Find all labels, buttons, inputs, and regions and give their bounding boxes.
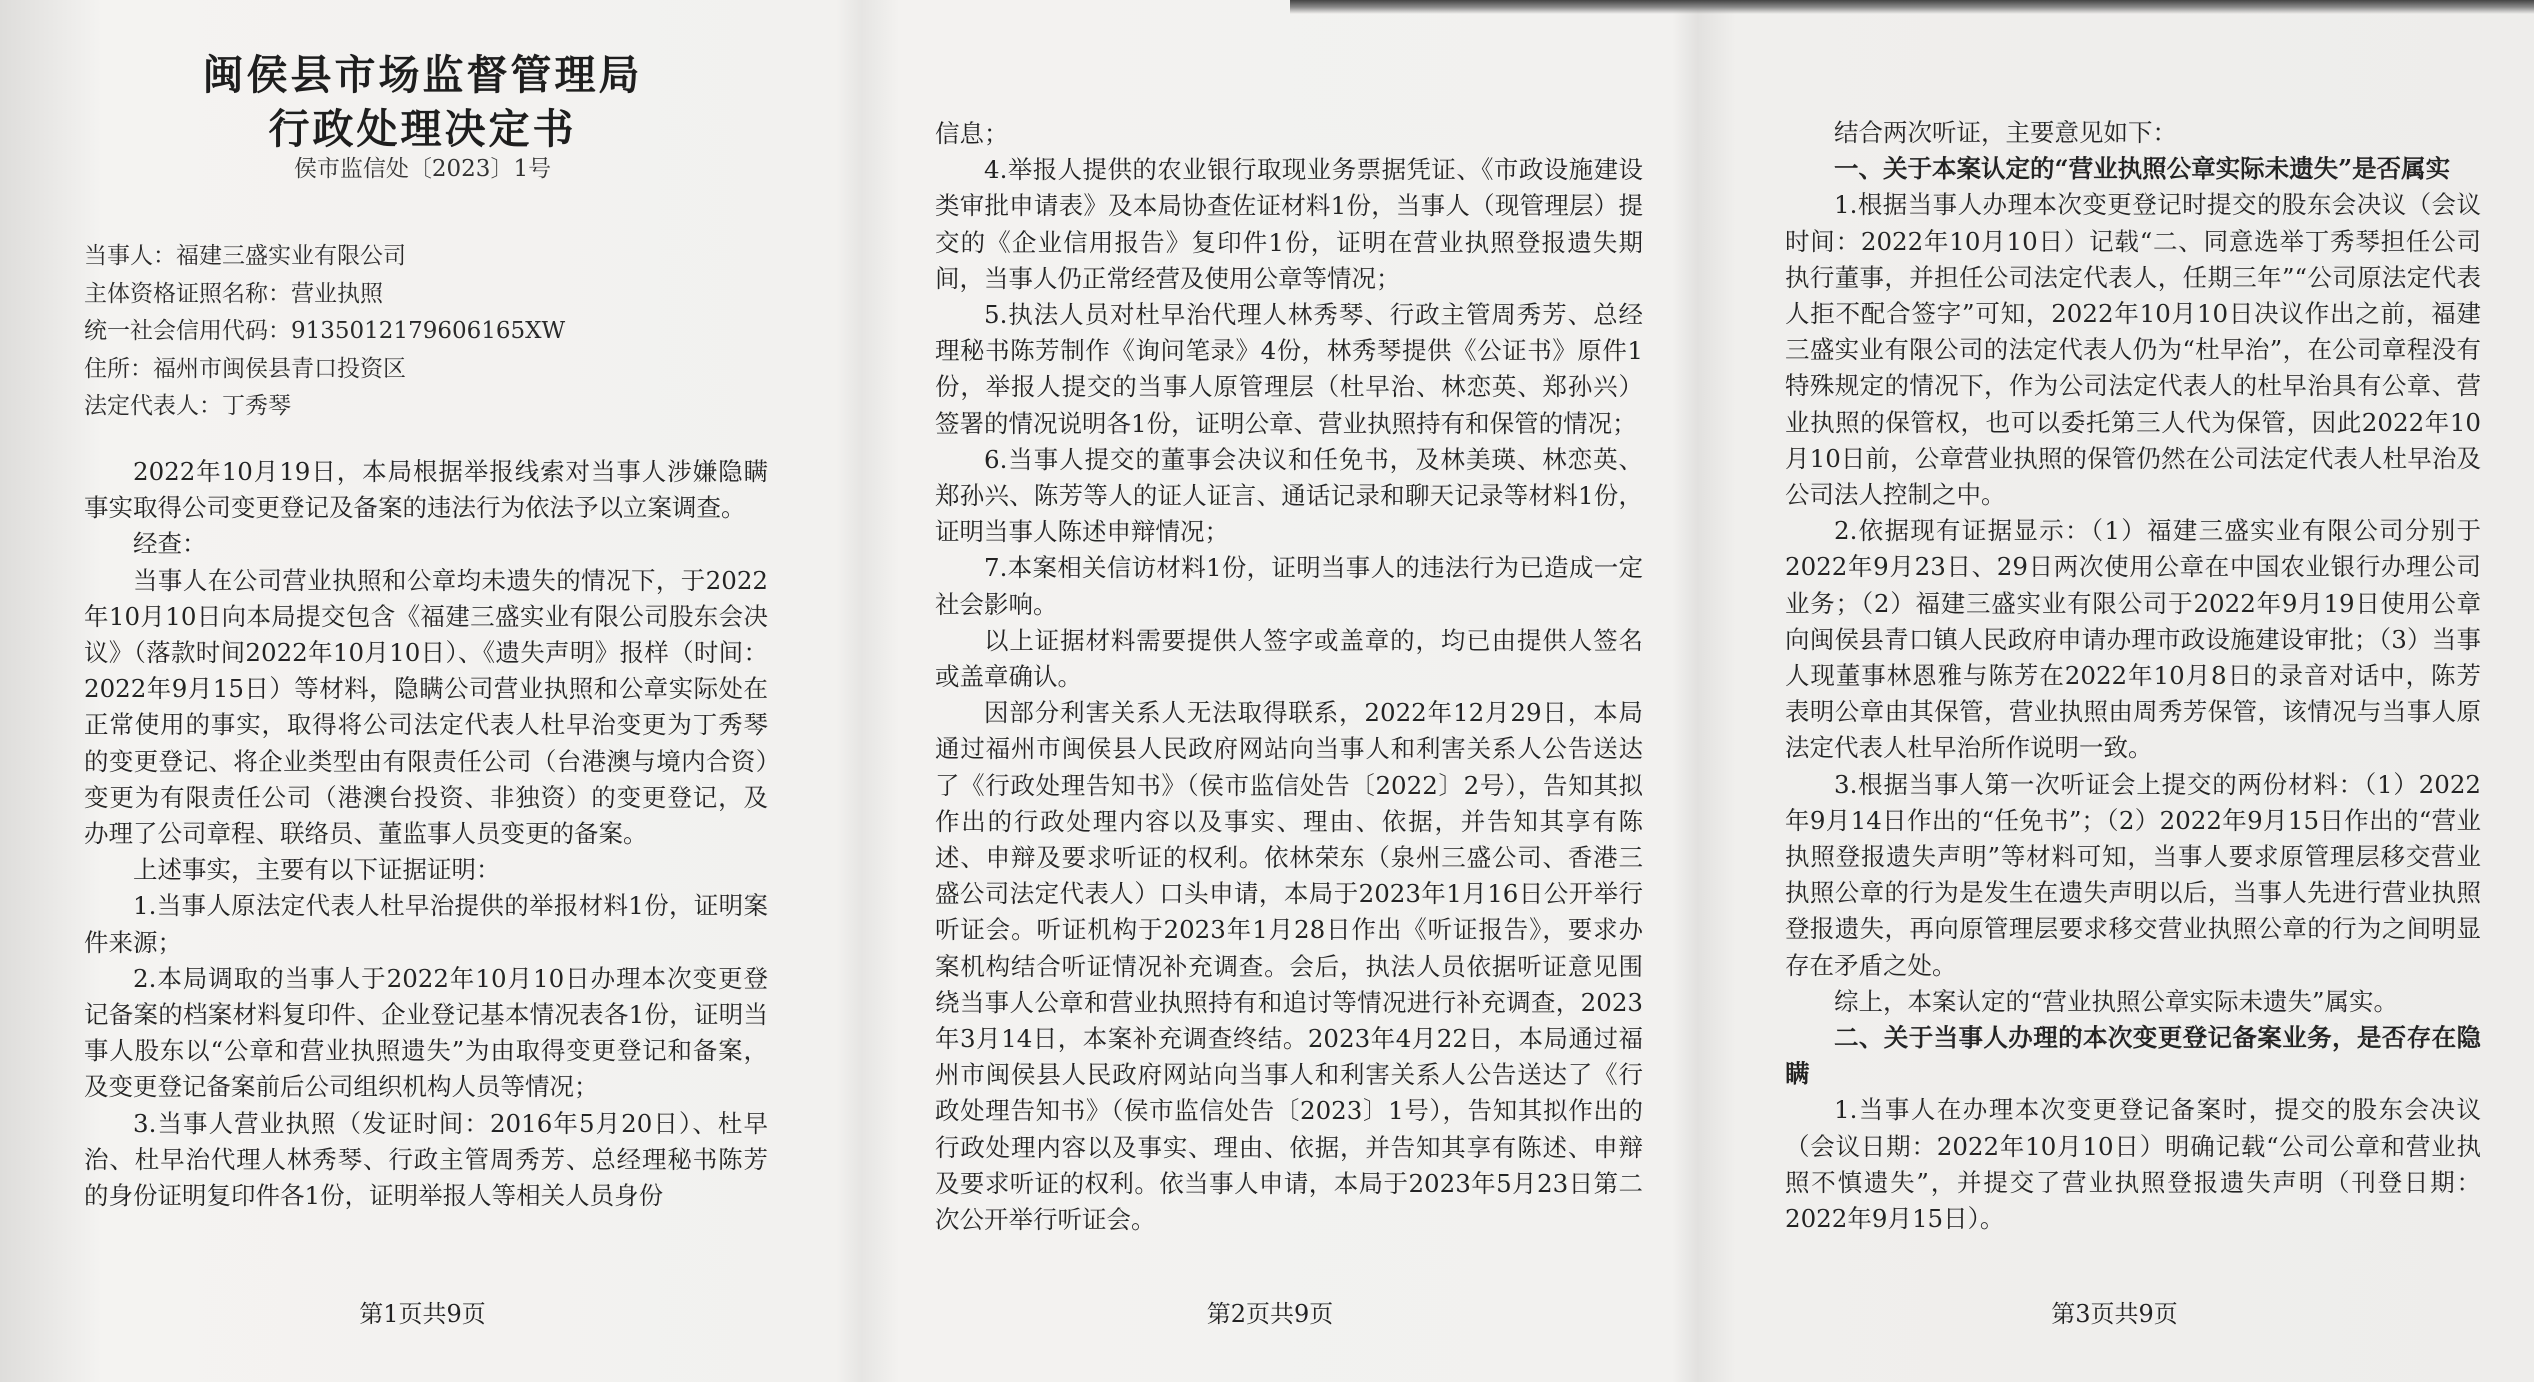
paragraph: 3.当事人营业执照（发证时间：2016年5月20日）、杜早治、杜早治代理人林秀琴、行政主管周秀芳、总经理秘书陈芳的身份证明复印件各1份，证明举报人等相关人员身份: [84, 1108, 768, 1211]
page-1: [0, 0, 845, 1382]
page-number: 第2页共9页: [1206, 1300, 1334, 1328]
legal-representative: 法定代表人：丁秀琴: [84, 393, 291, 419]
paragraph: 2.依据现有证据显示：（1）福建三盛实业有限公司分别于2022年9月23日、29日两次使用公章在中国农业银行办理公司业务；（2）福建三盛实业有限公司于2022年9月19日使用公章向闽侯县青口镇人民政府申请办理市政设施建设审批；（3）当事人现董事林恩雅与陈芳在2022年10月8日的录音对话中，陈芳表明公章由其保管，营业执照由周秀芳保管，该情况与当事人原法定代表人杜早治所作说明一致。: [1785, 516, 2481, 763]
page-2: [845, 0, 1695, 1382]
paragraph: 2.本局调取的当事人于2022年10月10日办理本次变更登记备案的档案材料复印件、企业登记基本情况表各1份，证明当事人股东以“公章和营业执照遗失”为由取得变更登记和备案，及变更登记备案前后公司组织机构人员等情况；: [84, 963, 768, 1102]
paragraph: 当事人在公司营业执照和公章均未遗失的情况下，于2022年10月10日向本局提交包含《福建三盛实业有限公司股东会决议》（落款时间2022年10月10日）、《遗失声明》报样（时间：2022年9月15日）等材料，隐瞒公司营业执照和公章实际处在正常使用的事实，取得将公司法定代表人杜早治变更为丁秀琴的变更登记、将企业类型由有限责任公司（台港澳与境内合资）变更为有限责任公司（港澳台投资、非独资）的变更登记，及办理了公司章程、联络员、董监事人员变更的备案。: [84, 565, 768, 849]
issuer-title: 闽侯县市场监督管理局: [202, 51, 643, 99]
section-heading: 二、关于当事人办理的本次变更登记备案业务，是否存在隐瞒: [1785, 1023, 2481, 1089]
page-2-body: [935, 116, 1643, 1238]
page-number: 第1页共9页: [359, 1300, 486, 1328]
page-3: [1695, 0, 2534, 1382]
paragraph: 结合两次听证，主要意见如下：: [1834, 118, 2177, 147]
document-number: 侯市监信处〔2023〕1号: [293, 156, 552, 182]
paragraph: 1.当事人原法定代表人杜早治提供的举报材料1份，证明案件来源；: [84, 891, 768, 957]
credit-code: 统一社会信用代码：9135012179606165XW: [84, 318, 566, 344]
paragraph: 以上证据材料需要提供人签字或盖章的，均已由提供人签名或盖章确认。: [935, 625, 1643, 692]
document-title: 行政处理决定书: [268, 105, 577, 153]
paragraph: 综上，本案认定的“营业执照公章实际未遗失”属实。: [1834, 986, 2399, 1016]
paragraph: 4.举报人提供的农业银行取现业务票据凭证、《市政设施建设类审批申请表》及本局协查佐证材料1份，当事人（现管理层）提交的《企业信用报告》复印件1份，证明在营业执照登报遗失期间，当事人仍正常经营及使用公章等情况；: [935, 155, 1643, 293]
paragraph: 因部分利害关系人无法取得联系，2022年12月29日，本局通过福州市闽侯县人民政府网站向当事人和利害关系人公告送达了《行政处理告知书》（侯市监信处告〔2022〕2号），告知其拟作出的行政处理内容以及事实、理由、依据，并告知其享有陈述、申辩及要求听证的权利。依林荣东（泉州三盛公司、香港三盛公司法定代表人）口头申请，本局于2023年1月16日公开举行听证会。听证机构于2023年1月28日作出《听证报告》，要求办案机构结合听证情况补充调查。会后，执法人员依据听证意见围绕当事人公章和营业执照持有和追讨等情况进行补充调查，2023年3月14日，本案补充调查终结。2023年4月22日，本局通过福州市闽侯县人民政府网站向当事人和利害关系人公告送达了《行政处理告知书》（侯市监信处告〔2023〕1号），告知其拟作出的行政处理内容以及事实、理由、依据，并告知其享有陈述、申辩及要求听证的权利。依当事人申请，本局于2023年5月23日第二次公开举行听证会。: [935, 698, 1643, 1235]
party-info: [84, 238, 565, 426]
party-name: 当事人：福建三盛实业有限公司: [84, 243, 406, 269]
paragraph: 信息；: [935, 119, 1009, 148]
license-name: 主体资格证照名称：营业执照: [84, 280, 383, 307]
paragraph: 1.当事人在办理本次变更登记备案时，提交的股东会决议（会议日期：2022年10月10日）明确记载“公司公章和营业执照不慎遗失”，并提交了营业执照登报遗失声明（刊登日期：2022年9月15日）。: [1785, 1095, 2481, 1234]
page-3-body: [1785, 115, 2481, 1237]
paragraph: 经查：: [133, 529, 207, 559]
section-heading: 一、关于本案认定的“营业执照公章实际未遗失”是否属实: [1834, 154, 2451, 184]
paragraph: 1.根据当事人办理本次变更登记时提交的股东会决议（会议时间：2022年10月10日）记载“二、同意选举丁秀琴担任公司执行董事，并担任公司法定代表人，任期三年”“公司原法定代表人拒不配合签字”可知，2022年10月10日决议作出之前，福建三盛实业有限公司的法定代表人仍为“杜早治”，在公司章程没有特殊规定的情况下，作为公司法定代表人的杜早治具有公章、营业执照的保管权，也可以委托第三人代为保管，因此2022年10月10日前，公章营业执照的保管仍然在公司法定代表人杜早治及公司法人控制之中。: [1785, 190, 2481, 510]
page-number: 第3页共9页: [2051, 1300, 2178, 1328]
address: 住所：福州市闽侯县青口投资区: [84, 355, 406, 382]
page-1-body: [84, 454, 768, 1214]
paragraph: 5.执法人员对杜早治代理人林秀琴、行政主管周秀芳、总经理秘书陈芳制作《询问笔录》4份，林秀琴提供《公证书》原件1份，举报人提交的当事人原管理层（杜早治、林恋英、郑孙兴）签署的情况说明各1份，证明公章、营业执照持有和保管的情况；: [935, 300, 1643, 438]
paragraph: 6.当事人提交的董事会决议和任免书，及林美瑛、林恋英、郑孙兴、陈芳等人的证人证言、通话记录和聊天记录等材料1份，证明当事人陈述申辩情况；: [935, 444, 1643, 547]
paragraph: 3.根据当事人第一次听证会上提交的两份材料：（1）2022年9月14日作出的“任免书”；（2）2022年9月15日作出的“营业执照登报遗失声明”等材料可知，当事人要求原管理层移交营业执照公章的行为是发生在遗失声明以后，当事人先进行营业执照登报遗失，再向原管理层要求移交营业执照公章的行为之间明显存在矛盾之处。: [1785, 769, 2481, 980]
paragraph: 上述事实，主要有以下证据证明：: [133, 855, 501, 885]
paragraph: 2022年10月19日，本局根据举报线索对当事人涉嫌隐瞒事实取得公司变更登记及备案的违法行为依法予以立案调查。: [84, 457, 768, 523]
paragraph: 7.本案相关信访材料1份，证明当事人的违法行为已造成一定社会影响。: [935, 553, 1643, 619]
